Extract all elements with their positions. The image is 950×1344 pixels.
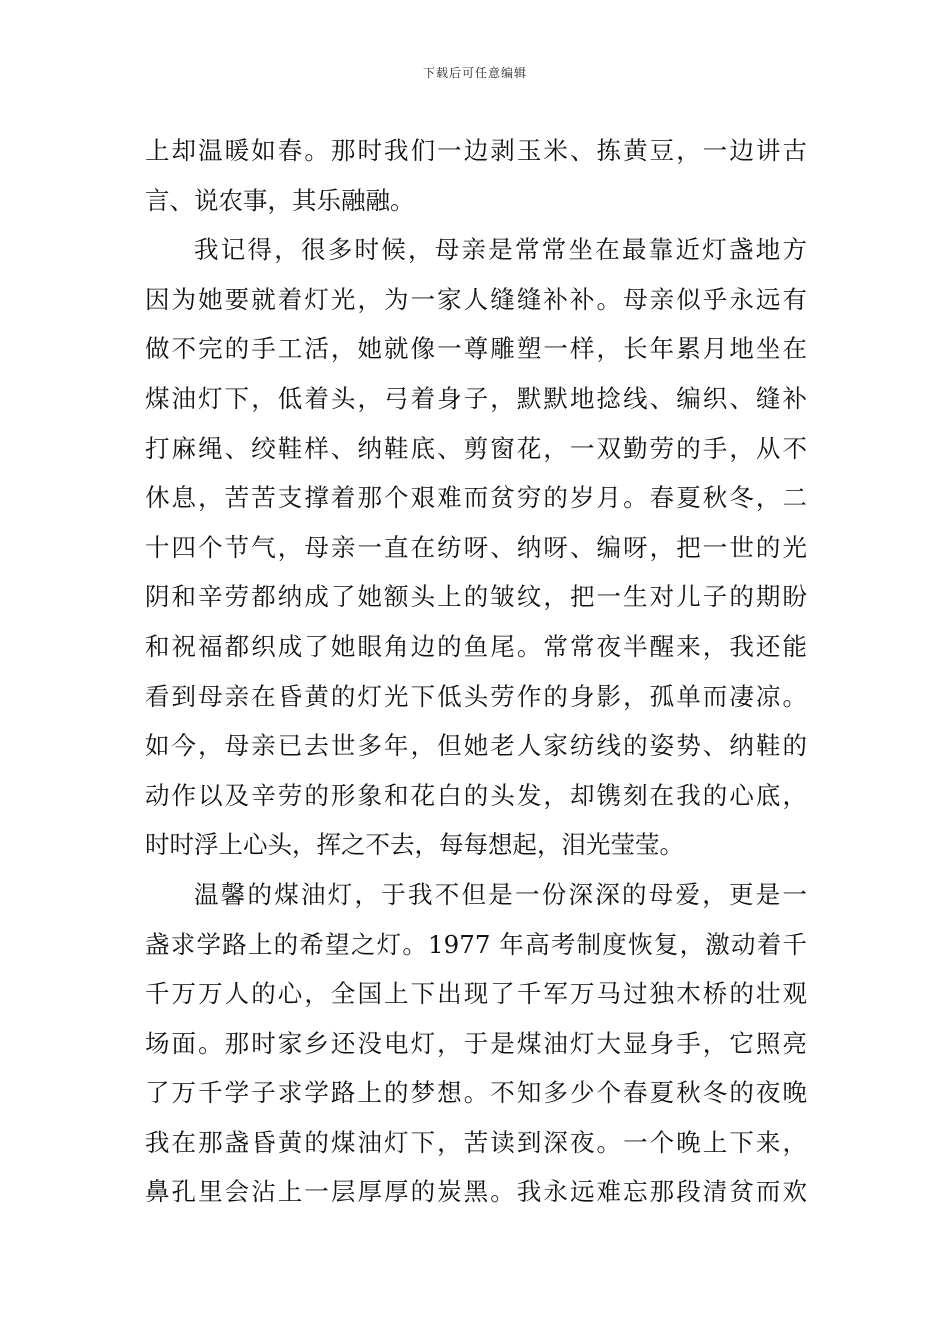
text-line: 阴和辛劳都纳成了她额头上的皱纹，把一生对儿子的期盼: [145, 582, 807, 612]
text-line: 了万千学子求学路上的梦想。不知多少个春夏秋冬的夜晚: [145, 1078, 807, 1108]
text-line: 温馨的煤油灯，于我不但是一份深深的母爱，更是一: [194, 879, 807, 909]
text-line: 场面。那时家乡还没电灯，于是煤油灯大显身手，它照亮: [145, 1028, 807, 1058]
text-line: 和祝福都织成了她眼角边的鱼尾。常常夜半醒来，我还能: [145, 631, 807, 661]
text-line: 打麻绳、绞鞋样、纳鞋底、剪窗花，一双勤劳的手，从不: [145, 433, 807, 463]
paragraph-1: [145, 126, 807, 225]
text-line: 我在那盏昏黄的煤油灯下，苦读到深夜。一个晚上下来，: [145, 1127, 807, 1157]
text-line: 动作以及辛劳的形象和花白的头发，却镌刻在我的心底，: [145, 780, 807, 810]
paragraph-3: [145, 870, 807, 1217]
text-line: 看到母亲在昏黄的灯光下低头劳作的身影，孤单而凄凉。: [145, 681, 807, 711]
text-line: 鼻孔里会沾上一层厚厚的炭黑。我永远难忘那段清贫而欢: [145, 1177, 807, 1207]
text-line: 盏求学路上的希望之灯。1977 年高考制度恢复，激动着千: [145, 929, 807, 959]
paragraph-2: [145, 225, 807, 870]
page-header: 下载后可任意编辑: [422, 66, 527, 80]
text-line: 千万万人的心，全国上下出现了千军万马过独木桥的壮观: [145, 979, 807, 1009]
text-line: 我记得，很多时候，母亲是常常坐在最靠近灯盏地方: [194, 235, 807, 265]
text-line: 上却温暖如春。那时我们一边剥玉米、拣黄豆，一边讲古: [145, 136, 807, 165]
text-line: 休息，苦苦支撑着那个艰难而贫穷的岁月。春夏秋冬，二: [145, 483, 807, 513]
body-text: [145, 126, 807, 1217]
text-line: 做不完的手工活，她就像一尊雕塑一样，长年累月地坐在: [145, 334, 807, 364]
text-line: 因为她要就着灯光，为一家人缝缝补补。母亲似乎永远有: [145, 284, 807, 314]
text-line: 煤油灯下，低着头，弓着身子，默默地捻线、编织、缝补: [145, 383, 807, 413]
text-line: 时时浮上心头，挥之不去，每每想起，泪光莹莹。: [145, 830, 684, 860]
text-line: 十四个节气，母亲一直在纺呀、纳呀、编呀，把一世的光: [145, 532, 807, 562]
text-line: 如今，母亲已去世多年，但她老人家纺线的姿势、纳鞋的: [145, 731, 807, 761]
text-line: 言、说农事，其乐融融。: [145, 185, 415, 215]
